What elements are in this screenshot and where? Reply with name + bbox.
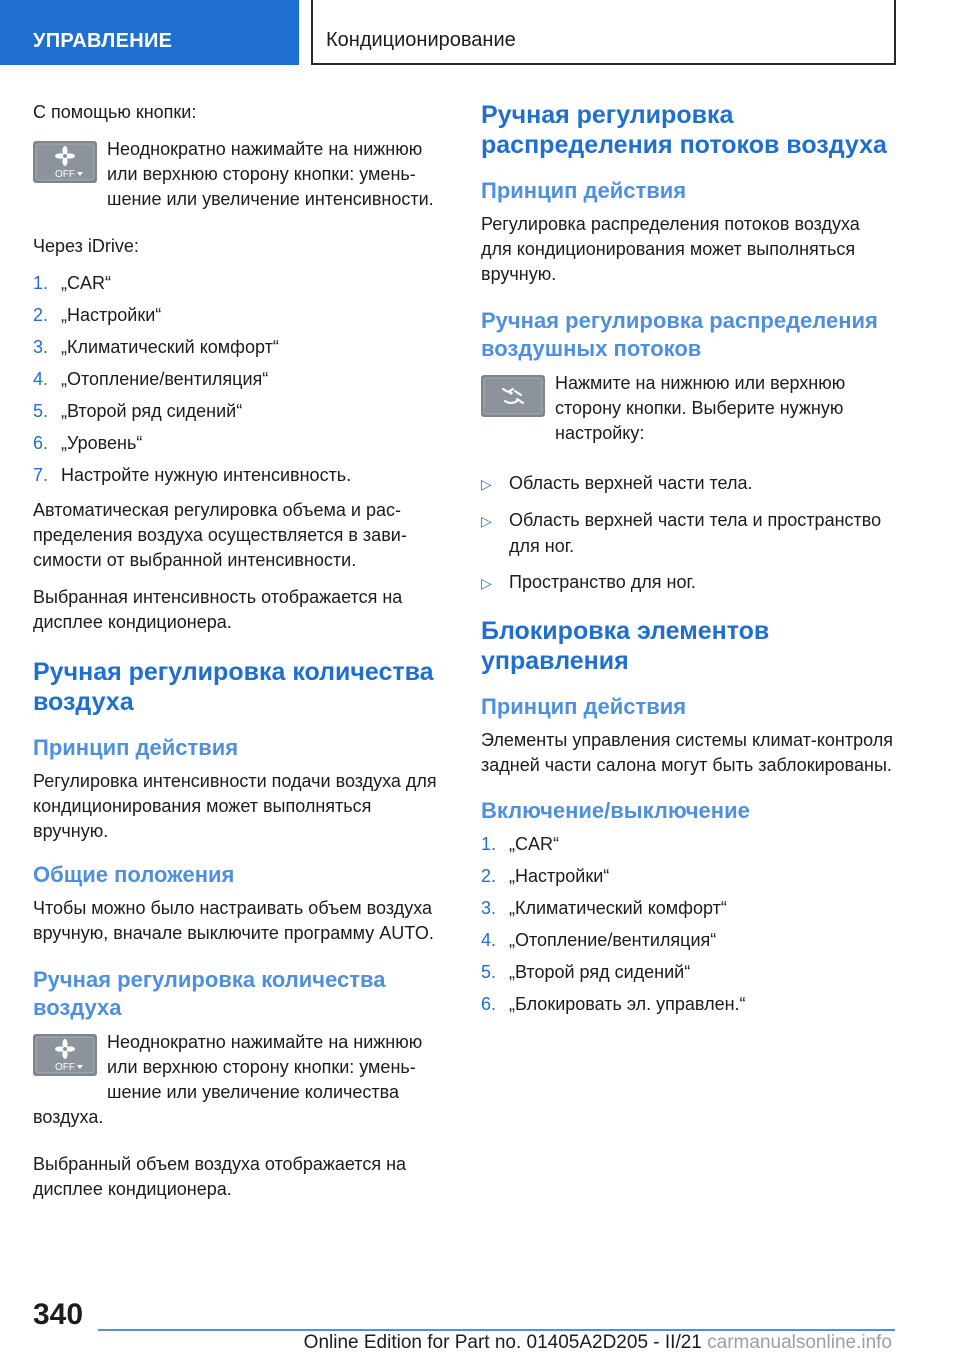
list-item: 5. „Второй ряд сидений“ [481,962,691,982]
idrive-steps-list [33,271,447,488]
heading-manual-amount-sub: Ручная регулировка количества воздуха [33,967,386,1020]
general-text: Чтобы можно было настраивать объем воздуха вручную, вначале выключите программу AUTO. [33,898,434,943]
svg-text:OFF: OFF [55,1062,75,1073]
distribution-principle-text: Регулировка распределения потоков воздуха для кондиционирования может выполняться вручную. [481,214,860,284]
list-item: 4. „Отопление/вентиляция“ [33,369,269,389]
fan-off-button-icon [33,141,97,183]
lock-steps-list [481,832,895,1017]
triangle-bullet-icon: ▷ [481,513,492,529]
lock-principle-text: Элементы управления системы климат-контроля задней части салона могут быть заблокированы. [481,730,893,775]
edition-text: Online Edition for Part no. 01405A2D205 - II/21 [303,1332,702,1353]
list-item: 3. „Климатический комфорт“ [33,337,279,357]
fan-instruction-1 [33,137,447,224]
heading-principle: Принцип действия [481,694,687,719]
display-amount-text: Выбранный объем воздуха отображается на дисплее кондиционера. [33,1154,407,1199]
triangle-bullet-icon: ▷ [481,575,492,591]
via-idrive-text: Через iDrive: [33,236,139,256]
fan-instruction-2 [33,1030,447,1142]
triangle-bullet-icon: ▷ [481,476,492,492]
section-tab: УПРАВЛЕНИЕ [0,0,299,65]
list-item: ▷ Область верхней части тела. [481,470,895,497]
display-intensity-text: Выбранная интенсивность отображается на дисплее кондиционера. [33,587,403,632]
list-item: 2. „Настройки“ [33,305,162,325]
fan-instruction-text: Неоднократно нажимайте на нижнюю или верхнюю сторону кнопки: уменьшение или увеличение интенсивности. [107,139,434,209]
list-item: 6. „Блокировать эл. управлен.“ [481,994,746,1014]
fan-amount-instruction-text: Неоднократно нажимайте на нижнюю или верхнюю сторону кнопки: уменьшение или увеличение количества воздуха. [33,1032,423,1127]
footer-text [304,1332,892,1354]
distribution-options-list [481,470,895,596]
list-item: ▷ Область верхней части тела и пространство для ног. [481,507,895,559]
heading-on-off: Включение/выключение [481,798,750,823]
distribution-instruction-text: Нажмите на нижнюю или верхнюю сторону кнопки. Выберите нужную настройку: [555,373,846,443]
list-item: 7. Настройте нужную интенсивность. [33,465,352,485]
heading-manual-amount: Ручная регулировка количества воздуха [33,658,434,716]
heading-general: Общие положения [33,862,235,887]
list-item: 4. „Отопление/вентиляция“ [481,930,717,950]
list-item: 3. „Климатический комфорт“ [481,898,727,918]
principle-text: Регулировка интенсивности подачи воздуха для кондиционирования может выполняться вручную. [33,771,437,841]
chapter-title: Кондиционирование [311,0,896,65]
page-number: 340 [33,1298,84,1331]
auto-distribution-text: Автоматическая регулировка объема и распределения воздуха осуществляется в зависимости от выбранной интенсивности. [33,500,407,570]
list-item: 5. „Второй ряд сидений“ [33,401,243,421]
heading-lock-controls: Блокировка элементов управления [481,617,770,675]
heading-principle: Принцип действия [481,178,687,203]
air-distribution-button-icon [481,375,545,417]
right-column [481,100,895,1027]
heading-manual-distribution-sub: Ручная регулировка распределения воздушных потоков [481,308,878,361]
list-item: ▷ Пространство для ног. [481,569,895,596]
list-item: 1. „CAR“ [33,273,111,293]
list-item: 1. „CAR“ [481,834,559,854]
footer-divider [98,1329,895,1331]
fan-off-button-icon [33,1034,97,1076]
left-column [33,100,447,1214]
heading-manual-distribution: Ручная регулировка распределения потоков воздуха [481,101,887,159]
intro-text: С помощью кнопки: [33,102,197,122]
distribution-instruction [481,371,895,458]
svg-text:OFF: OFF [55,169,75,180]
heading-principle: Принцип действия [33,735,239,760]
list-item: 2. „Настройки“ [481,866,610,886]
watermark-text: carmanualsonline.info [707,1332,892,1353]
list-item: 6. „Уровень“ [33,433,143,453]
